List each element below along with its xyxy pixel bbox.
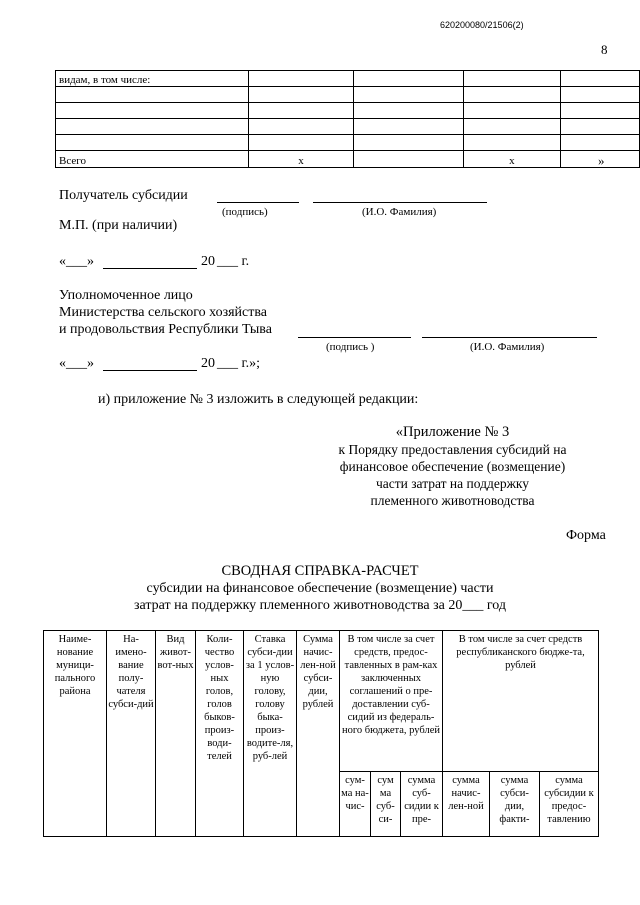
form-label: Форма: [566, 528, 606, 543]
table-header-row: [44, 631, 599, 772]
table-cell: [56, 135, 249, 151]
header-district: Наиме-нование муници-пального района: [44, 631, 107, 837]
table-row: [56, 103, 640, 119]
recipient-label: Получатель субсидии: [59, 188, 188, 203]
appendix-reference: [300, 424, 605, 509]
table-cell: [354, 71, 463, 87]
subtitle-line-1: субсидии на финансовое обеспечение (возмещение) части: [146, 581, 494, 596]
subheader-regional-to-provide: сумма субсидии к предос-тавлению: [540, 772, 599, 837]
page-title: СВОДНАЯ СПРАВКА-РАСЧЕТ: [221, 563, 419, 579]
signature-line: [217, 202, 299, 203]
signature-caption: (подпись ): [326, 341, 375, 353]
header-accrued: Сумма начис-лен-ной субси-дии, рублей: [297, 631, 340, 837]
total-row: [56, 151, 640, 168]
stamp-label: М.П. (при наличии): [59, 218, 178, 233]
table-cell: [248, 103, 354, 119]
table-cell: [248, 119, 354, 135]
table-cell: x: [463, 151, 560, 168]
subheader-regional-actual: сумма субси-дии, факти-: [490, 772, 540, 837]
date-year-prefix: 20: [201, 254, 215, 269]
table-cell: [560, 119, 639, 135]
subtitle-line-2: затрат на поддержку племенного животноводства за 20___ год: [134, 598, 506, 613]
table-row: [56, 119, 640, 135]
table-cell: [56, 87, 249, 103]
table-cell: [56, 103, 249, 119]
header-rate: Ставка субси-дии за 1 услов-ную голову, голову быка-произ-водите-ля, руб-лей: [244, 631, 297, 837]
calculation-table: [43, 630, 599, 837]
date-day: «___»: [59, 254, 94, 269]
table-cell: [463, 135, 560, 151]
table-cell: [354, 151, 463, 168]
table-cell: [560, 135, 639, 151]
total-label: Всего: [56, 151, 249, 168]
subheader-federal-accrued: сум-ма на-чис-: [340, 772, 371, 837]
table-cell: [354, 87, 463, 103]
subheader-regional-accrued: сумма начис-лен-ной: [443, 772, 490, 837]
table-row: [56, 87, 640, 103]
date-year-prefix: 20: [201, 356, 215, 371]
document-id: 620200080/21506(2): [440, 20, 524, 30]
date-month-line: [103, 268, 197, 269]
name-caption: (И.О. Фамилия): [470, 341, 545, 353]
date-day: «___»: [59, 356, 94, 371]
authorized-line-2: Министерства сельского хозяйства: [59, 305, 268, 320]
appendix-ref-line: финансовое обеспечение (возмещение): [339, 459, 566, 474]
table-cell: [248, 87, 354, 103]
date-year-suffix: ___ г.: [217, 254, 250, 269]
authorized-line-3: и продовольствия Республики Тыва: [59, 322, 272, 337]
table-row: [56, 71, 640, 87]
table-cell: [56, 119, 249, 135]
appendix-ref-line: племенного животноводства: [370, 493, 535, 508]
table-cell: [463, 71, 560, 87]
header-head-count: Коли-чество услов-ных голов, голов быков-произ-води-телей: [196, 631, 244, 837]
table-cell: [248, 71, 354, 87]
table-cell: [354, 103, 463, 119]
signature-line: [298, 337, 411, 338]
date-month-line: [103, 370, 197, 371]
header-animal-type: Вид живот-вот-ных: [156, 631, 196, 837]
header-regional-funds: В том числе за счет средств республиканского бюдже-та, рублей: [443, 631, 599, 772]
table-cell: [560, 87, 639, 103]
appendix-ref-line: «Приложение № 3: [395, 424, 510, 440]
closing-quote: »: [598, 153, 605, 168]
subheader-federal-to-provide: сумма суб-сидии к пре-: [401, 772, 443, 837]
table-cell: [560, 103, 639, 119]
table-cell: [463, 103, 560, 119]
date-year-suffix: ___ г.»;: [217, 356, 261, 371]
table-cell: [463, 119, 560, 135]
table-cell: x: [248, 151, 354, 168]
table-cell: [248, 135, 354, 151]
table-cell: [354, 119, 463, 135]
continuation-table: [55, 70, 640, 168]
header-federal-funds: В том числе за счет средств, предос-тавленных в рам-ках заключенных соглашений о пре-доставлении суб-сидий из федераль-ного бюджета, рублей: [340, 631, 443, 772]
name-line: [313, 202, 487, 203]
name-line: [422, 337, 597, 338]
appendix-ref-line: к Порядку предоставления субсидий на: [338, 442, 567, 457]
header-recipient: На-имено-вание полу-чателя субси-дий: [107, 631, 156, 837]
table-cell: видам, в том числе:: [56, 71, 249, 87]
authorized-line-1: Уполномоченное лицо: [59, 288, 193, 303]
page-number: 8: [601, 42, 608, 57]
table-cell: [560, 71, 639, 87]
instruction-text: и) приложение № 3 изложить в следующей редакции:: [98, 392, 419, 407]
table-cell: [354, 135, 463, 151]
signature-caption: (подпись): [222, 206, 268, 218]
table-cell: [463, 87, 560, 103]
name-caption: (И.О. Фамилия): [362, 206, 437, 218]
appendix-ref-line: части затрат на поддержку: [375, 476, 530, 491]
table-row: [56, 135, 640, 151]
subheader-federal-actual: сум ма суб-си-: [371, 772, 401, 837]
